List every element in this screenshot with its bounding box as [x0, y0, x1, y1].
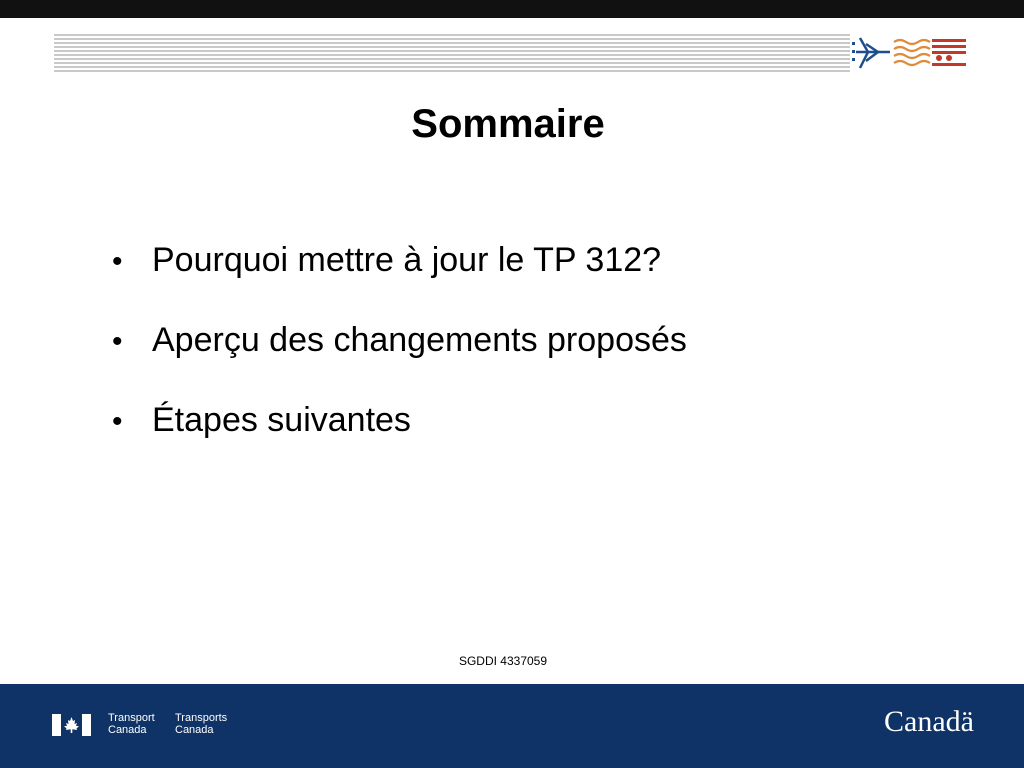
airplane-icon [856, 38, 890, 68]
bullet-list [112, 236, 872, 476]
header-stripes [54, 34, 968, 72]
department-name-english [108, 712, 155, 736]
department-name-line: Transports [175, 712, 228, 724]
bullet-symbol: • [112, 405, 123, 438]
department-name-line: Canada [108, 724, 147, 736]
canada-wordmark: Canadä [884, 705, 974, 738]
bullet-item [112, 396, 872, 444]
bullet-item [112, 236, 872, 284]
rail-icon [932, 39, 966, 66]
document-id: SGDDI 4337059 [458, 654, 548, 668]
marine-waves-icon [894, 40, 930, 65]
canada-flag-icon [52, 714, 91, 736]
header-band [54, 34, 968, 72]
bullet-text: Étapes suivantes [152, 401, 411, 439]
department-name-line: Canada [175, 724, 214, 736]
top-bar [0, 0, 1024, 18]
bullet-text: Pourquoi mettre à jour le TP 312? [152, 241, 662, 279]
footer-bar [0, 684, 1024, 768]
slide-title: Sommaire [411, 102, 605, 146]
department-name-line: Transport [108, 712, 155, 724]
department-name-french [175, 712, 227, 736]
bullet-item [112, 316, 872, 364]
bullet-symbol: • [112, 325, 123, 358]
bullet-symbol: • [112, 245, 123, 278]
bullet-text: Aperçu des changements proposés [152, 321, 687, 359]
transport-modes-logo [850, 34, 968, 72]
